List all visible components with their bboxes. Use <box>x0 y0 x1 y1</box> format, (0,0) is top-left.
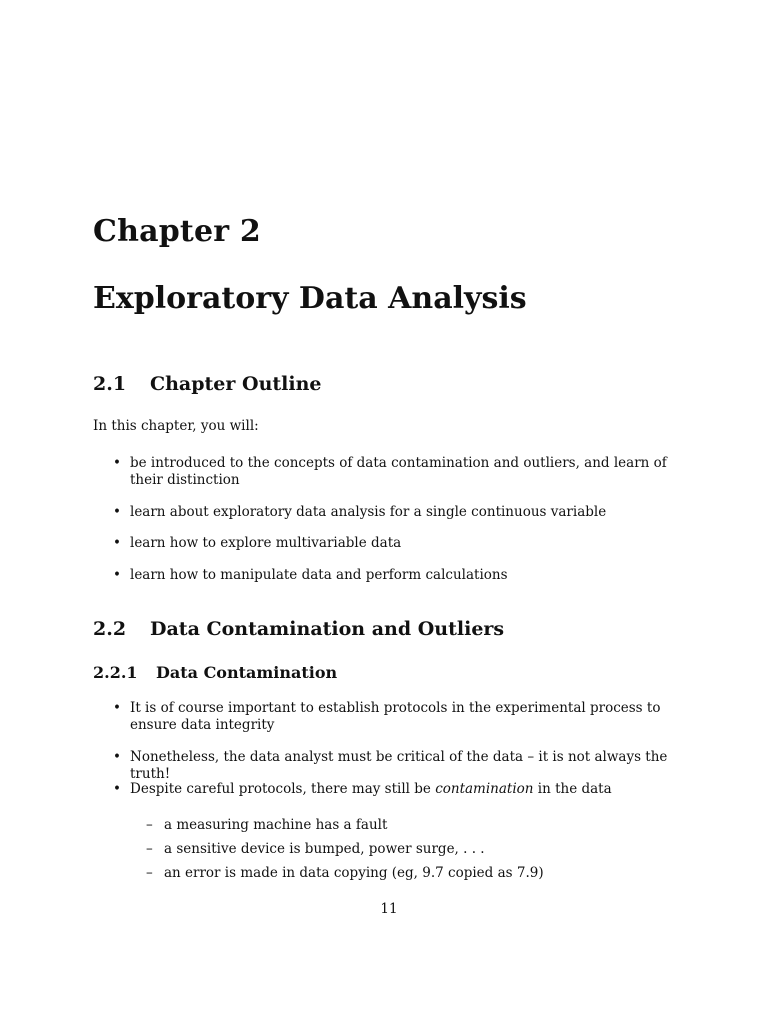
text-run: Despite careful protocols, there may still be <box>130 781 436 797</box>
list-item-text: learn about exploratory data analysis for a single continuous variable <box>130 504 607 520</box>
dash-icon: – <box>146 865 153 881</box>
text-run: in the data <box>533 781 612 797</box>
list-item-text: Nonetheless, the data analyst must be critical of the data – it is not always the truth! <box>130 749 668 782</box>
emphasis-text: contamination <box>435 781 534 797</box>
dash-icon: – <box>146 817 153 833</box>
sub-list-item <box>146 865 544 882</box>
section-number: 2.2 <box>93 618 127 640</box>
bullet-icon: • <box>113 700 121 716</box>
list-item-text: learn how to manipulate data and perform calculations <box>130 567 508 583</box>
list-item-text: It is of course important to establish protocols in the experimental process to ensure data integrity <box>130 700 661 733</box>
list-item <box>113 781 693 798</box>
section-title: Chapter Outline <box>150 373 322 395</box>
chapter-title: Exploratory Data Analysis <box>93 281 527 316</box>
subsection-heading-data-contamination <box>93 663 337 682</box>
page-number: 11 <box>380 901 398 917</box>
section-heading-chapter-outline <box>93 373 322 395</box>
section-title: Data Contamination and Outliers <box>150 618 505 640</box>
sub-list-item-text: a sensitive device is bumped, power surge, . . . <box>164 841 485 857</box>
subsection-title: Data Contamination <box>156 663 338 682</box>
bullet-icon: • <box>113 504 121 520</box>
dash-icon: – <box>146 841 153 857</box>
list-item-text: learn how to explore multivariable data <box>130 535 402 551</box>
subsection-number: 2.2.1 <box>93 663 138 682</box>
list-item <box>113 749 693 783</box>
section-number: 2.1 <box>93 373 127 395</box>
bullet-icon: • <box>113 455 121 471</box>
list-item <box>113 535 693 552</box>
list-item <box>113 504 693 521</box>
list-item-text: be introduced to the concepts of data contamination and outliers, and learn of their distinction <box>130 455 667 488</box>
bullet-icon: • <box>113 749 121 765</box>
section-heading-data-contamination-outliers <box>93 618 504 640</box>
sub-list-item <box>146 817 387 834</box>
bullet-icon: • <box>113 535 121 551</box>
bullet-icon: • <box>113 781 121 797</box>
sub-list-item-text: an error is made in data copying (eg, 9.7 copied as 7.9) <box>164 865 544 881</box>
chapter-label: Chapter 2 <box>93 214 261 249</box>
section-intro: In this chapter, you will: <box>93 418 259 434</box>
list-item-text <box>130 781 693 798</box>
list-item <box>113 567 693 584</box>
sub-list-item-text: a measuring machine has a fault <box>164 817 388 833</box>
list-item <box>113 700 693 734</box>
bullet-icon: • <box>113 567 121 583</box>
list-item <box>113 455 693 489</box>
sub-list-item <box>146 841 485 858</box>
